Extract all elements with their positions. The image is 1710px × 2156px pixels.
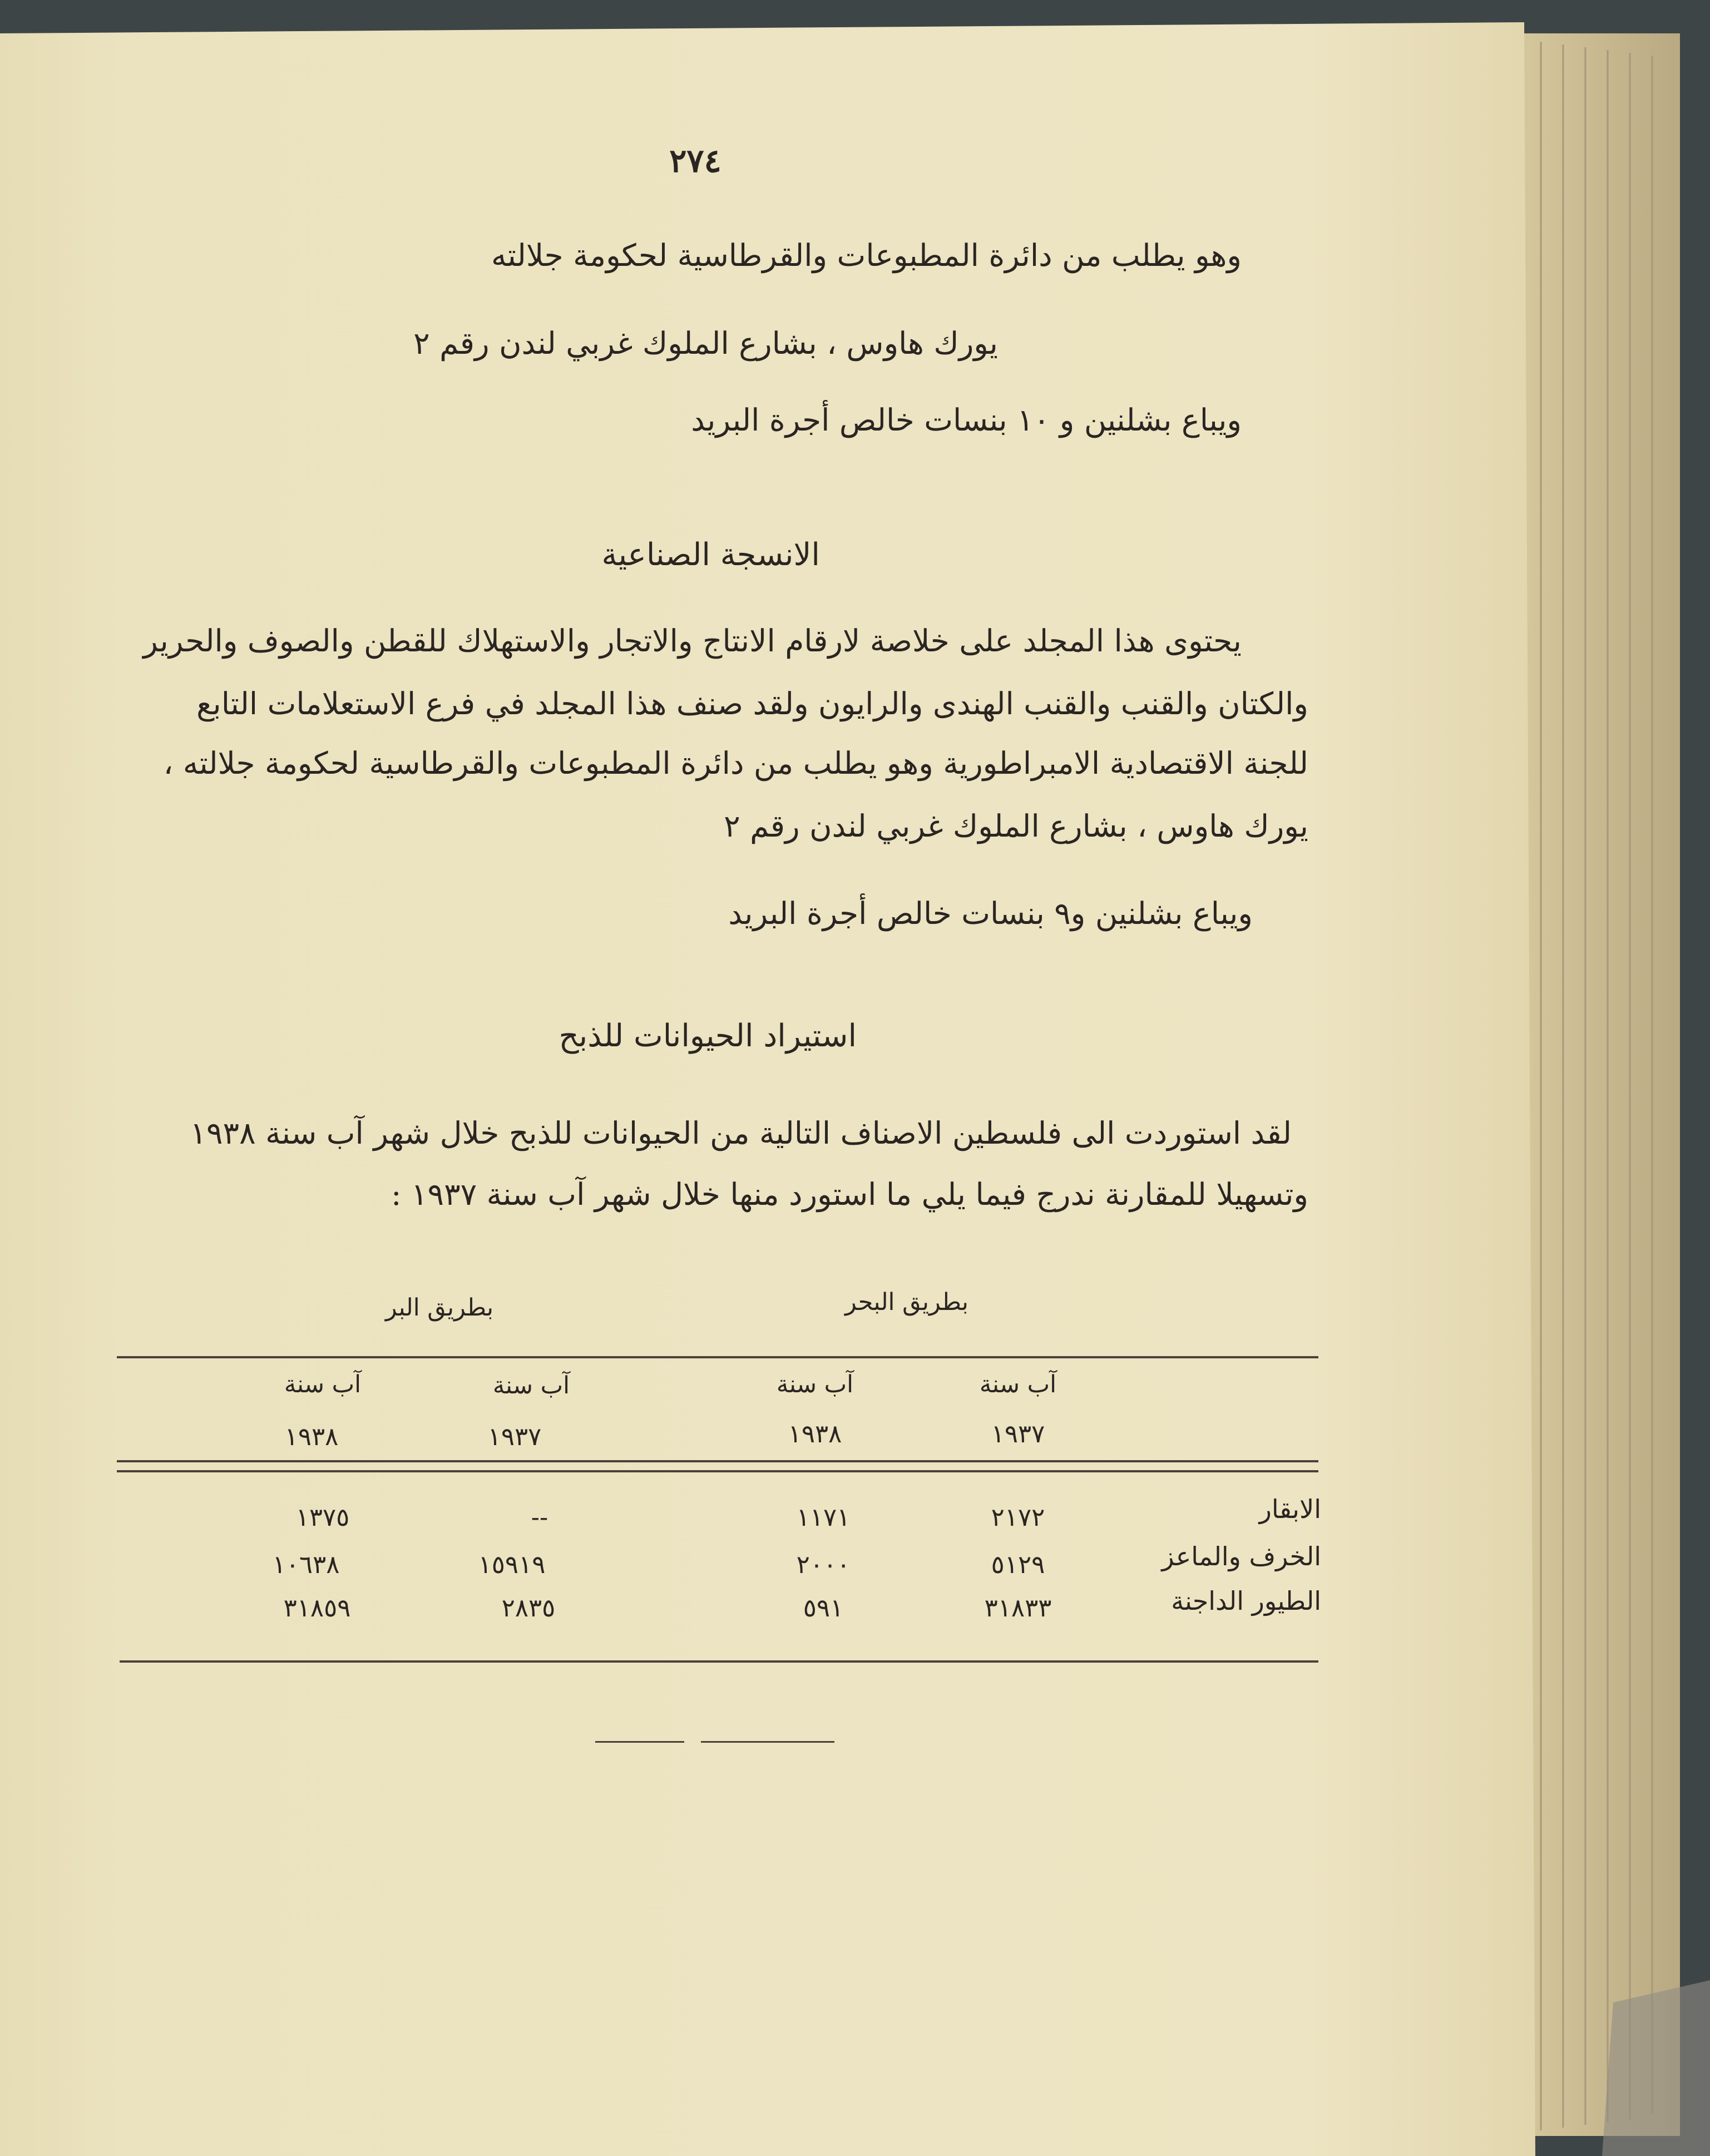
page-number: ٢٧٤ xyxy=(669,142,721,180)
table-header-rule xyxy=(117,1460,1318,1462)
paragraph-line: يحتوى هذا المجلد على خلاصة لارقام الانتاج والاتجار والاستهلاك للقطن والصوف والحرير xyxy=(143,623,1242,659)
column-header-label: آب سنة xyxy=(284,1371,362,1398)
intro-line-2: يورك هاوس ، بشارع الملوك غربي لندن رقم ٢ xyxy=(413,325,998,361)
column-header-year: ١٩٣٨ xyxy=(284,1422,339,1451)
table-cell: ٢٨٣٥ xyxy=(501,1593,556,1623)
column-header-label: آب سنة xyxy=(492,1372,570,1400)
table-row-label: الخرف والماعز xyxy=(1162,1541,1321,1571)
paragraph-line: يورك هاوس ، بشارع الملوك غربي لندن رقم ٢ xyxy=(724,808,1308,844)
table-row-label: الطيور الداجنة xyxy=(1171,1586,1321,1616)
table-cell: ١٠٦٣٨ xyxy=(272,1550,340,1579)
table-bottom-rule xyxy=(120,1660,1318,1663)
table-row-label: الابقار xyxy=(1259,1494,1321,1524)
table-cell: ٥١٢٩ xyxy=(991,1550,1045,1579)
column-header-year: ١٩٣٨ xyxy=(788,1419,842,1448)
paragraph-line: لقد استوردت الى فلسطين الاصناف التالية من الحيوانات للذبح خلال شهر آب سنة ١٩٣٨ xyxy=(190,1115,1292,1151)
section-heading-synthetic-textiles: الانسجة الصناعية xyxy=(601,537,820,573)
paragraph-line: للجنة الاقتصادية الامبراطورية وهو يطلب من دائرة المطبوعات والقرطاسية لحكومة جلالته ، xyxy=(163,745,1308,781)
table-group-header-land: بطريق البر xyxy=(385,1294,494,1322)
column-header-label: آب سنة xyxy=(776,1371,854,1398)
column-header-label: آب سنة xyxy=(979,1371,1057,1398)
table-top-rule xyxy=(117,1356,1318,1358)
table-cell: ٢١٧٢ xyxy=(991,1502,1045,1532)
table-cell: ١٣٧٥ xyxy=(295,1502,350,1532)
table-group-header-sea: بطريق البحر xyxy=(845,1288,968,1316)
table-cell: -- xyxy=(531,1502,548,1532)
table-cell: ٣١٨٣٣ xyxy=(984,1593,1052,1623)
end-ornament-rule xyxy=(595,1741,684,1743)
column-header-year: ١٩٣٧ xyxy=(991,1419,1045,1448)
table-cell: ٢٠٠٠ xyxy=(796,1550,851,1579)
section-heading-animal-imports: استيراد الحيوانات للذبح xyxy=(559,1018,857,1054)
column-header-year: ١٩٣٧ xyxy=(487,1422,542,1451)
table-cell: ٣١٨٥٩ xyxy=(283,1593,351,1623)
intro-line-3: ويباع بشلنين و ١٠ بنسات خالص أجرة البريد xyxy=(691,402,1242,438)
table-header-rule xyxy=(117,1470,1318,1472)
intro-line-1: وهو يطلب من دائرة المطبوعات والقرطاسية لحكومة جلالته xyxy=(491,238,1242,273)
paragraph-line: والكتان والقنب والقنب الهندى والرايون ولقد صنف هذا المجلد في فرع الاستعلامات التابع xyxy=(196,686,1308,721)
table-cell: ١١٧١ xyxy=(796,1502,851,1532)
end-ornament-rule xyxy=(701,1741,834,1743)
table-cell: ١٥٩١٩ xyxy=(478,1550,546,1579)
table-cell: ٥٩١ xyxy=(803,1593,844,1623)
paragraph-line: وتسهيلا للمقارنة ندرج فيما يلي ما استورد منها خلال شهر آب سنة ١٩٣٧ : xyxy=(391,1176,1308,1212)
price-line: ويباع بشلنين و٩ بنسات خالص أجرة البريد xyxy=(728,896,1253,931)
